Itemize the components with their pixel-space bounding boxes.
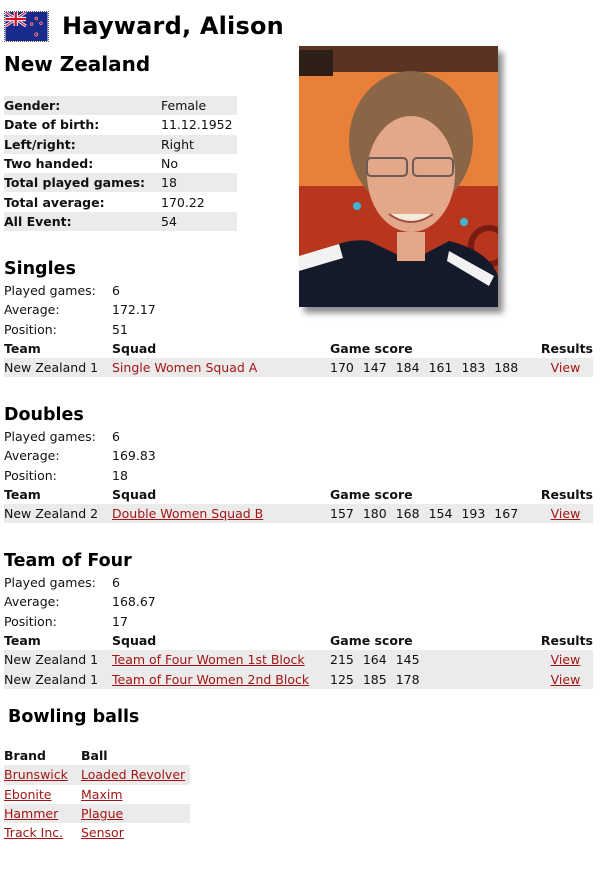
- table-row: [4, 765, 190, 784]
- col-squad: Squad: [112, 341, 157, 357]
- info-row-total-average: [4, 192, 237, 211]
- info-row-all-event: [4, 212, 237, 231]
- info-value: Right: [161, 135, 237, 154]
- ball-link[interactable]: Sensor: [81, 825, 124, 841]
- info-label: Total played games:: [4, 173, 161, 192]
- score: 161: [428, 360, 453, 376]
- score: 167: [494, 506, 519, 522]
- bowling-balls-title: Bowling balls: [8, 707, 140, 727]
- view-results-link[interactable]: View: [550, 652, 581, 668]
- col-squad: Squad: [112, 487, 157, 503]
- section-doubles: [4, 403, 593, 523]
- brand-link[interactable]: Brunswick: [4, 767, 68, 783]
- stat-label: Position:: [4, 613, 57, 629]
- info-label: Left/right:: [4, 135, 161, 154]
- col-team: Team: [4, 487, 41, 503]
- stat-value: 17: [112, 613, 128, 629]
- score: 125: [330, 671, 354, 687]
- score: 184: [395, 360, 420, 376]
- col-team: Team: [4, 341, 41, 357]
- stat-label: Position:: [4, 321, 57, 337]
- col-team: Team: [4, 633, 41, 649]
- score: 188: [494, 360, 519, 376]
- info-label: Two handed:: [4, 156, 94, 172]
- view-results-link[interactable]: View: [550, 506, 581, 522]
- player-info-table: [4, 96, 237, 231]
- info-value: 54: [161, 212, 237, 231]
- table-header: [4, 339, 593, 358]
- col-game-score: Game score: [330, 633, 413, 649]
- stat-value: 6: [112, 575, 120, 591]
- score: 164: [362, 652, 387, 668]
- team-cell: New Zealand 1: [4, 650, 112, 669]
- table-row: [4, 650, 593, 669]
- col-ball: Ball: [81, 748, 108, 764]
- info-value: Female: [161, 96, 237, 115]
- info-value: 170.22: [161, 194, 205, 210]
- info-value: No: [161, 156, 178, 172]
- col-game-score: Game score: [330, 487, 413, 503]
- stat-label: Played games:: [4, 283, 96, 299]
- score: 170: [330, 360, 354, 376]
- info-row-gender: [4, 96, 237, 115]
- info-label: Gender:: [4, 96, 161, 115]
- view-results-link[interactable]: View: [550, 360, 581, 376]
- table-header: [4, 746, 190, 765]
- section-singles: [4, 257, 593, 377]
- col-game-score: Game score: [330, 341, 413, 357]
- col-results: Results: [540, 633, 593, 649]
- team-cell: New Zealand 1: [4, 669, 112, 688]
- table-header: [4, 485, 593, 504]
- score: 178: [395, 671, 420, 687]
- score: 145: [395, 652, 420, 668]
- info-row-date-of-birth: [4, 115, 237, 134]
- stat-value: 18: [112, 467, 128, 483]
- team-cell: New Zealand 1: [4, 358, 112, 377]
- info-row-total-played-games: [4, 173, 237, 192]
- stat-label: Average:: [4, 448, 60, 464]
- score: 193: [461, 506, 486, 522]
- stat-value: 168.67: [112, 594, 156, 610]
- col-results: Results: [540, 487, 593, 503]
- info-label: Total average:: [4, 194, 105, 210]
- game-scores: [330, 358, 530, 377]
- info-value: 11.12.1952: [161, 117, 233, 133]
- player-country: New Zealand: [4, 52, 151, 76]
- stat-label: Played games:: [4, 575, 96, 591]
- game-scores: [330, 650, 530, 669]
- info-row-two-handed: [4, 154, 237, 173]
- view-results-link[interactable]: View: [550, 671, 581, 687]
- table-row: [4, 785, 190, 804]
- ball-link[interactable]: Loaded Revolver: [81, 767, 186, 783]
- score: 180: [362, 506, 387, 522]
- new-zealand-flag-icon: [4, 11, 49, 42]
- brand-link[interactable]: Hammer: [4, 806, 59, 822]
- table-row: [4, 823, 190, 842]
- section-title: Singles: [4, 259, 76, 279]
- score: 215: [330, 652, 354, 668]
- score: 183: [461, 360, 486, 376]
- team-cell: New Zealand 2: [4, 504, 112, 523]
- doubles-results-table: [4, 485, 593, 524]
- squad-link[interactable]: Single Women Squad A: [112, 360, 258, 376]
- team-of-four-results-table: [4, 631, 593, 689]
- table-row: [4, 504, 593, 523]
- stat-label: Average:: [4, 302, 60, 318]
- score: 157: [330, 506, 354, 522]
- info-label: All Event:: [4, 212, 161, 231]
- table-row: [4, 804, 190, 823]
- table-row: [4, 358, 593, 377]
- game-scores: [330, 669, 530, 688]
- ball-link[interactable]: Maxim: [81, 786, 123, 802]
- squad-link[interactable]: Team of Four Women 1st Block: [112, 652, 305, 668]
- score: 168: [395, 506, 420, 522]
- game-scores: [330, 504, 530, 523]
- player-header: [4, 9, 284, 43]
- stat-label: Played games:: [4, 429, 96, 445]
- team-of-four-stats: [4, 573, 156, 631]
- stat-value: 169.83: [112, 448, 156, 464]
- stat-value: 6: [112, 283, 120, 299]
- table-header: [4, 631, 593, 650]
- brand-link[interactable]: Ebonite: [4, 786, 52, 802]
- stat-label: Average:: [4, 594, 60, 610]
- bowling-balls-table: [4, 746, 190, 842]
- ball-link[interactable]: Plague: [81, 806, 124, 822]
- info-label: Date of birth:: [4, 117, 100, 133]
- info-value: 18: [161, 173, 237, 192]
- table-row: [4, 669, 593, 688]
- stat-value: 6: [112, 429, 120, 445]
- section-team-of-four: [4, 549, 593, 689]
- singles-results-table: [4, 339, 593, 378]
- stat-label: Position:: [4, 467, 57, 483]
- player-name: Hayward, Alison: [62, 12, 284, 40]
- info-row-left-right: [4, 135, 237, 154]
- squad-link[interactable]: Team of Four Women 2nd Block: [112, 671, 310, 687]
- score: 154: [428, 506, 453, 522]
- brand-link[interactable]: Track Inc.: [4, 825, 64, 841]
- col-squad: Squad: [112, 633, 157, 649]
- col-brand: Brand: [4, 748, 46, 764]
- squad-link[interactable]: Double Women Squad B: [112, 506, 264, 522]
- section-title: Team of Four: [4, 551, 132, 571]
- score: 147: [362, 360, 387, 376]
- stat-value: 51: [112, 321, 128, 337]
- doubles-stats: [4, 427, 156, 485]
- stat-value: 172.17: [112, 302, 156, 318]
- section-title: Doubles: [4, 405, 84, 425]
- score: 185: [362, 671, 387, 687]
- singles-stats: [4, 281, 156, 339]
- col-results: Results: [540, 341, 593, 357]
